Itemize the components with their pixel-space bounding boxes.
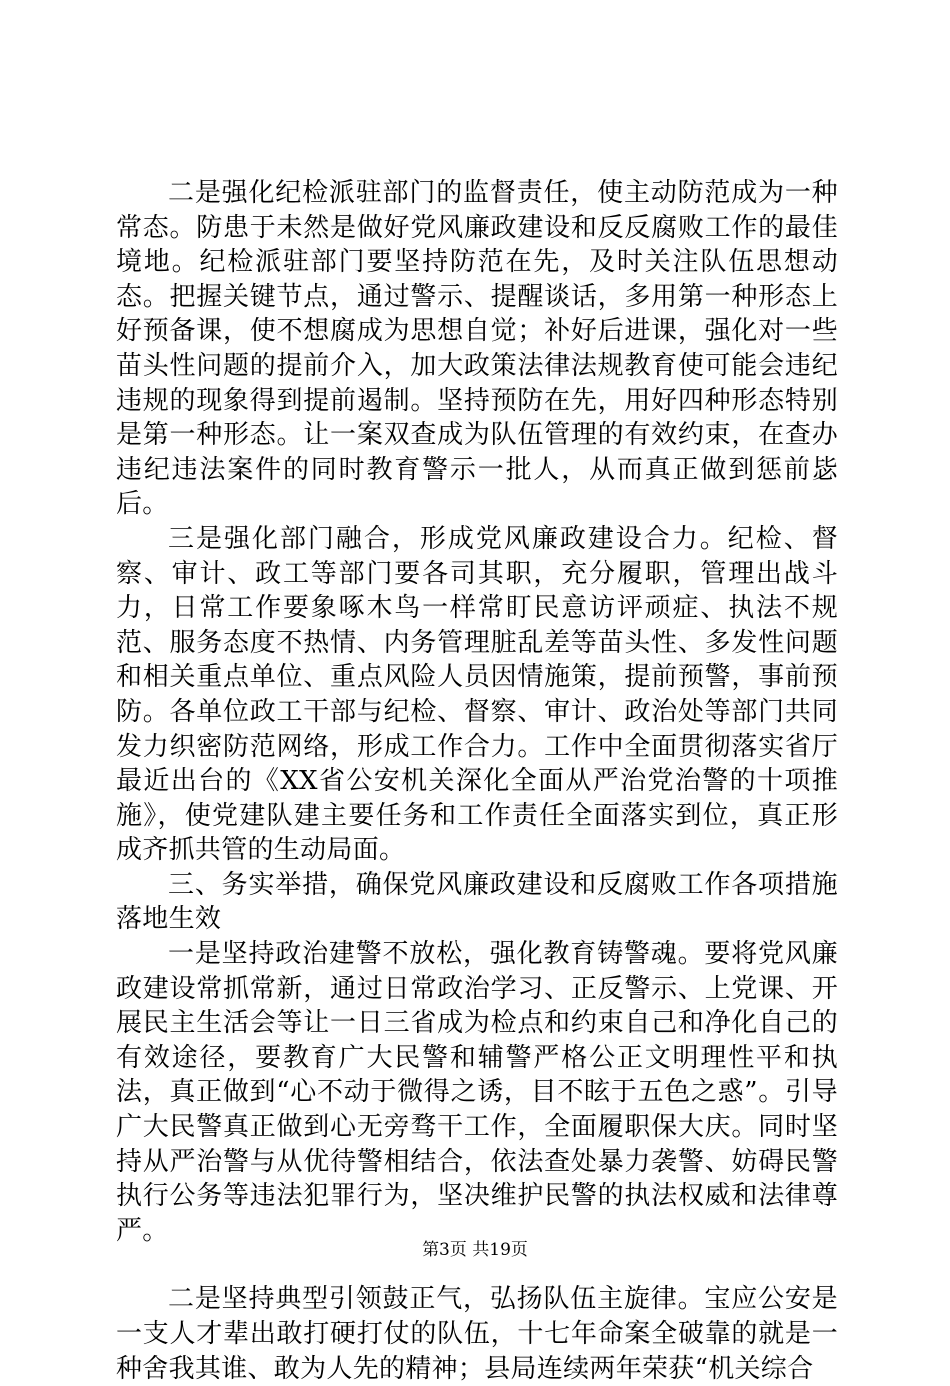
- paragraph-supervision-responsibility: 二是强化纪检派驻部门的监督责任，使主动防范成为一种常态。防患于未然是做好党风廉政建设和反反腐败工作的最佳境地。纪检派驻部门要坚持防范在先，及时关注队伍思想动态。把握关键节点，通过警示、提醒谈话，多用第一种形态上好预备课，使不想腐成为思想自觉；补好后进课，强化对一些苗头性问题的提前介入，加大政策法律法规教育使可能会违纪违规的现象得到提前遏制。坚持预防在先，用好四种形态特别是第一种形态。让一案双查成为队伍管理的有效约束，在查办违纪违法案件的同时教育警示一批人，从而真正做到惩前毖后。: [116, 178, 838, 520]
- paragraph-department-integration: 三是强化部门融合，形成党风廉政建设合力。纪检、督察、审计、政工等部门要各司其职，充分履职，管理出战斗力，日常工作要象啄木鸟一样常盯民意访评顽症、执法不规范、服务态度不热情、内务管理脏乱差等苗头性、多发性问题和相关重点单位、重点风险人员因情施策，提前预警，事前预防。各单位政工干部与纪检、督察、审计、政治处等部门共同发力织密防范网络，形成工作合力。工作中全面贯彻落实省厅最近出台的《XX省公安机关深化全面从严治党治警的十项推施》，使党建队建主要任务和工作责任全面落实到位，真正形成齐抓共管的生动局面。: [116, 523, 838, 866]
- section-heading-practical-measures: 三、务实举措，确保党风廉政建设和反腐败工作各项措施落地生效: [116, 869, 838, 935]
- page-number-footer: 第3页 共19页: [422, 1240, 528, 1260]
- paragraph-political-police-building: 一是坚持政治建警不放松，强化教育铸警魂。要将党风廉政建设常抓常新，通过日常政治学习、正反警示、上党课、开展民主生活会等让一日三省成为检点和约束自己和净化自己的有效途径，要教育广大民警和辅警严格公正文明理性平和执法，真正做到“心不动于微得之诱，目不眩于五色之惑”。引导广大民警真正做到心无旁骛干工作，全面履职保大庆。同时坚持从严治警与从优待警相结合，依法查处暴力袭警、妨碍民警执行公务等违法犯罪行为，坚决维护民警的执法权威和法律尊严。: [116, 939, 838, 1246]
- paragraph-typical-models: 二是坚持典型引领鼓正气，弘扬队伍主旋律。宝应公安是一支人才辈出敢打硬打仗的队伍，十七年命案全破靠的就是一种舍我其谁、敢为人先的精神；县局连续两年荣获“机关综合: [116, 1284, 838, 1384]
- body-text: [116, 176, 838, 1386]
